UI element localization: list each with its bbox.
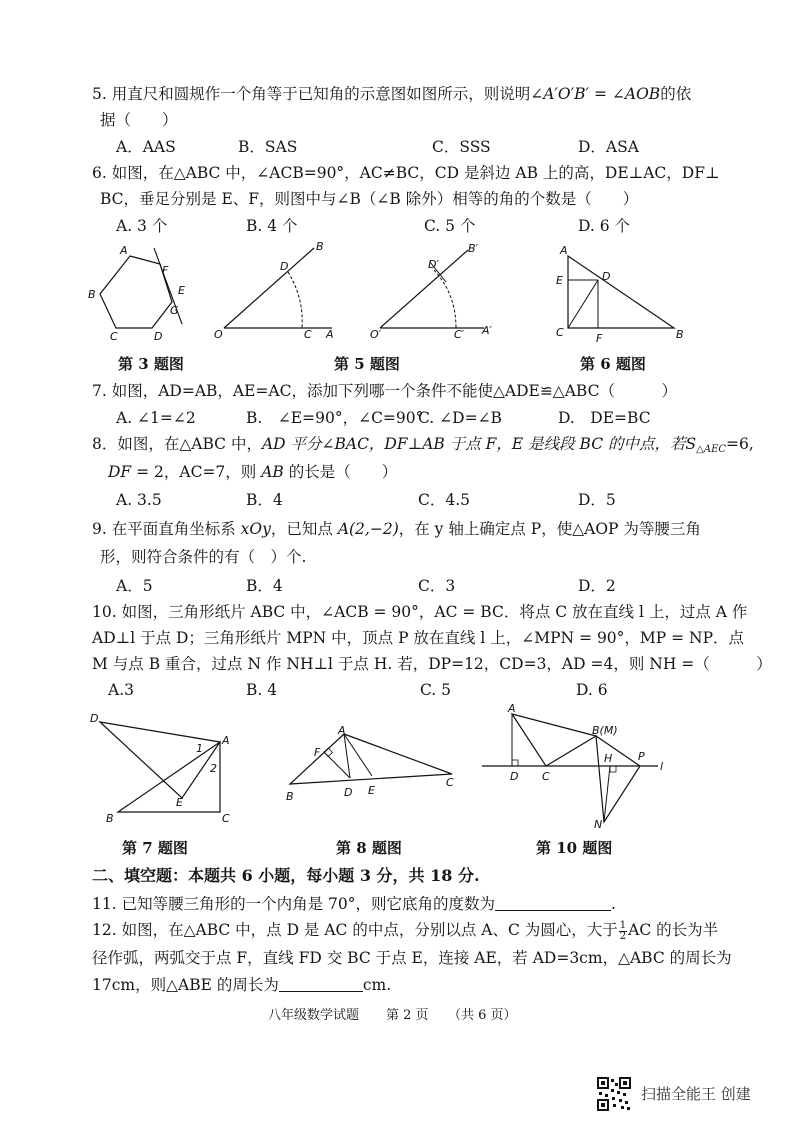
fig5b-label-o: O′ (370, 328, 382, 341)
fig8-label-a: A (338, 724, 346, 737)
fig8-label-d: D (344, 786, 353, 799)
q9-option-b: B．4 (246, 577, 283, 595)
q12-text-b: AC 的长为半 (628, 921, 719, 939)
q10-option-a: A.3 (108, 681, 134, 699)
footer-total: （共 6 页） (448, 1008, 517, 1023)
q5-text-a: 5. 用直尺和圆规作一个角等于已知角的示意图如图所示，则说明 (92, 85, 531, 103)
fig10-label-bm: B(M) (592, 724, 618, 737)
q12-text-a: 12. 如图，在△ABC 中，点 D 是 AC 的中点，分别以点 A、C 为圆心，大于 (92, 921, 618, 939)
q9-text-e: ，在 y 轴上确定点 P，使△AOP 为等腰三角 (398, 520, 701, 538)
q8-line2 (108, 462, 397, 482)
q5-option-c: C．SSS (432, 138, 491, 156)
q6-line2: BC，垂足分别是 E、F，则图中与∠B（∠B 除外）相等的角的个数是（ ） (100, 190, 639, 208)
fig7-label-e: E (176, 796, 183, 809)
fig8-label-e: E (368, 784, 375, 797)
fig10-label-l: l (660, 760, 664, 773)
q9-text-d: A(2,−2) (337, 520, 399, 538)
q12-line3 (92, 975, 391, 995)
q5-option-a: A．AAS (116, 138, 176, 156)
q8-option-b: B．4 (246, 491, 283, 509)
fig3-label-g: G (170, 304, 179, 317)
fig8-label-b: B (286, 790, 294, 803)
q8-line2-d: 的长是（ ） (283, 463, 398, 481)
q12-text-c: 17cm，则△ABE 的周长为 (92, 976, 279, 994)
fig8-label-f: F (314, 746, 321, 759)
q12-line2: 径作弧，两弧交于点 F，直线 FD 交 BC 于点 E，连接 AE，若 AD=3cm，△ABC 的周长为 (92, 949, 732, 967)
footer-subject: 八年级数学试题 (268, 1008, 360, 1023)
fig5b-label-d: D′ (428, 258, 439, 271)
q5-math: ∠A′O′B′ = ∠AOB (530, 85, 661, 103)
q8-line2-b: = 2，AC=7，则 (131, 463, 262, 481)
figure-6 (554, 244, 690, 344)
fig7-label-d: D (90, 712, 99, 725)
fig10-label-a: A (508, 702, 516, 715)
q8-option-d: D．5 (578, 491, 616, 509)
q10-option-c: C. 5 (420, 681, 452, 699)
figure-6-svg (554, 244, 690, 344)
fig3-label-f: F (162, 264, 169, 277)
q12-line1 (92, 920, 718, 942)
q8-area-symbol: S (685, 435, 697, 453)
fig3-label-b: B (88, 288, 96, 301)
q6-option-a: A. 3 个 (116, 217, 168, 235)
q10-line1: 10. 如图，三角形纸片 ABC 中，∠ACB = 90°，AC = BC．将点 C 放在直线 l 上，过点 A 作 (92, 603, 748, 621)
fig10-label-n: N (594, 818, 603, 831)
fig3-label-c: C (110, 330, 118, 343)
figure-10 (480, 700, 680, 830)
q6-option-d: D. 6 个 (578, 217, 631, 235)
fig6-label-a: A (560, 244, 568, 257)
q11-end: . (610, 895, 616, 913)
q8-option-c: C．4.5 (418, 491, 471, 509)
q7-option-c: C. ∠D=∠B (418, 409, 502, 427)
q8-area-subscript: △AEC (696, 444, 727, 455)
fig10-label-h: H (604, 752, 613, 765)
fig5b-label-b: B′ (468, 242, 479, 255)
q8-text-a: 8．如图，在△ABC 中， (92, 435, 262, 453)
section-2-title: 二、填空题：本题共 6 小题，每小题 3 分，共 18 分. (92, 866, 480, 885)
caption-fig-3: 第 3 题图 (118, 355, 184, 373)
fig5a-label-c: C (304, 328, 312, 341)
q7-option-a: A. ∠1=∠2 (116, 409, 196, 427)
fig7-label-c: C (222, 812, 230, 825)
figure-7 (88, 708, 248, 826)
figure-8-svg (280, 722, 460, 812)
q9-line2: 形，则符合条件的有（ ）个. (100, 548, 307, 566)
scanner-watermark: 扫描全能王 创建 (641, 1085, 751, 1103)
fig5b-label-a: A′ (482, 324, 493, 337)
figure-8 (280, 722, 460, 812)
q6-option-b: B. 4 个 (246, 217, 298, 235)
footer-page: 第 2 页 (386, 1008, 429, 1023)
q8-line2-df: DF (108, 463, 132, 481)
fig10-label-c: C (542, 770, 550, 783)
q12-text-d: cm. (362, 976, 392, 994)
q6-line1: 6. 如图，在△ABC 中，∠ACB=90°，AC≠BC，CD 是斜边 AB 上的高，DE⊥AC，DF⊥ (92, 164, 720, 182)
fig10-label-p: P (638, 750, 645, 763)
caption-fig-7: 第 7 题图 (122, 839, 188, 857)
fig3-label-e: E (178, 284, 185, 297)
q12-frac-den: 2 (619, 930, 627, 942)
fig6-label-f: F (596, 332, 603, 345)
fig6-label-d: D (602, 270, 611, 283)
q9-option-d: D．2 (578, 577, 616, 595)
q5-line2: 据（ ） (100, 111, 178, 129)
figure-3-svg (82, 242, 192, 342)
q8-line1 (92, 434, 754, 460)
caption-fig-10: 第 10 题图 (536, 839, 613, 857)
fig6-label-e: E (556, 274, 563, 287)
q10-line3: M 与点 B 重合，过点 N 作 NH⊥l 于点 H. 若，DP=12，CD=3，AD =4，则 NH =（ ） (92, 655, 772, 673)
fig6-label-c: C (556, 326, 564, 339)
q11-answer-blank[interactable] (495, 895, 611, 911)
fig5a-label-b: B (316, 240, 324, 253)
q12-frac-num: 1 (619, 919, 627, 931)
qr-code-icon (597, 1077, 631, 1111)
q11-text: 11. 已知等腰三角形的一个内角是 70°，则它底角的度数为 (92, 895, 495, 913)
fig5a-label-o: O (214, 328, 223, 341)
fig7-label-1: 1 (196, 742, 203, 755)
caption-fig-6: 第 6 题图 (580, 355, 646, 373)
figure-5a (214, 238, 344, 342)
fig7-label-a: A (222, 734, 230, 747)
q7-line1: 7. 如图，AD=AB，AE=AC，添加下列哪一个条件不能使△ADE≌△ABC（ ） (92, 382, 677, 400)
fig5a-label-d: D (280, 260, 289, 273)
q5-text-b: 的依 (660, 85, 692, 103)
q5-line1 (92, 84, 691, 104)
q10-option-d: D. 6 (576, 681, 608, 699)
caption-fig-5: 第 5 题图 (334, 355, 400, 373)
figure-5b-svg (370, 238, 500, 342)
q10-line2: AD⊥l 于点 D；三角形纸片 MPN 中，顶点 P 放在直线 l 上，∠MPN = 90°，MP = NP．点 (92, 629, 745, 647)
fig8-label-c: C (446, 776, 454, 789)
q10-option-b: B. 4 (246, 681, 278, 699)
q9-text-b: xOy (240, 520, 271, 538)
q5-option-d: D．ASA (578, 138, 639, 156)
q5-option-b: B．SAS (238, 138, 298, 156)
fig5a-label-a: A (326, 328, 334, 341)
q8-option-a: A. 3.5 (116, 491, 162, 509)
q9-line1 (92, 519, 701, 539)
q9-option-c: C．3 (418, 577, 456, 595)
q12-fraction (619, 921, 627, 942)
figure-3 (82, 242, 192, 342)
q7-option-d: D. DE=BC (558, 409, 651, 427)
fig7-label-2: 2 (210, 762, 217, 775)
figure-10-svg (480, 700, 680, 830)
q12-answer-blank[interactable] (279, 976, 363, 992)
q11-line1 (92, 894, 616, 914)
fig5b-label-c: C′ (454, 328, 465, 341)
q8-text-c: =6, (726, 435, 754, 453)
q7-option-b: B. ∠E=90°，∠C=90° (246, 409, 424, 427)
fig7-label-b: B (106, 812, 114, 825)
fig3-label-d: D (154, 330, 163, 343)
q9-text-a: 9. 在平面直角坐标系 (92, 520, 241, 538)
figure-7-svg (88, 708, 248, 826)
figure-5b (370, 238, 500, 342)
q6-option-c: C. 5 个 (424, 217, 476, 235)
q9-option-a: A．5 (116, 577, 153, 595)
q8-line2-ab: AB (261, 463, 284, 481)
fig3-label-a: A (120, 244, 128, 257)
fig6-label-b: B (676, 328, 684, 341)
figure-5a-svg (214, 238, 344, 342)
q9-text-c: ，已知点 (270, 520, 338, 538)
fig10-label-d: D (510, 770, 519, 783)
caption-fig-8: 第 8 题图 (336, 839, 402, 857)
q8-text-b: AD 平分∠BAC，DF⊥AB 于点 F，E 是线段 BC 的中点，若 (261, 435, 686, 453)
